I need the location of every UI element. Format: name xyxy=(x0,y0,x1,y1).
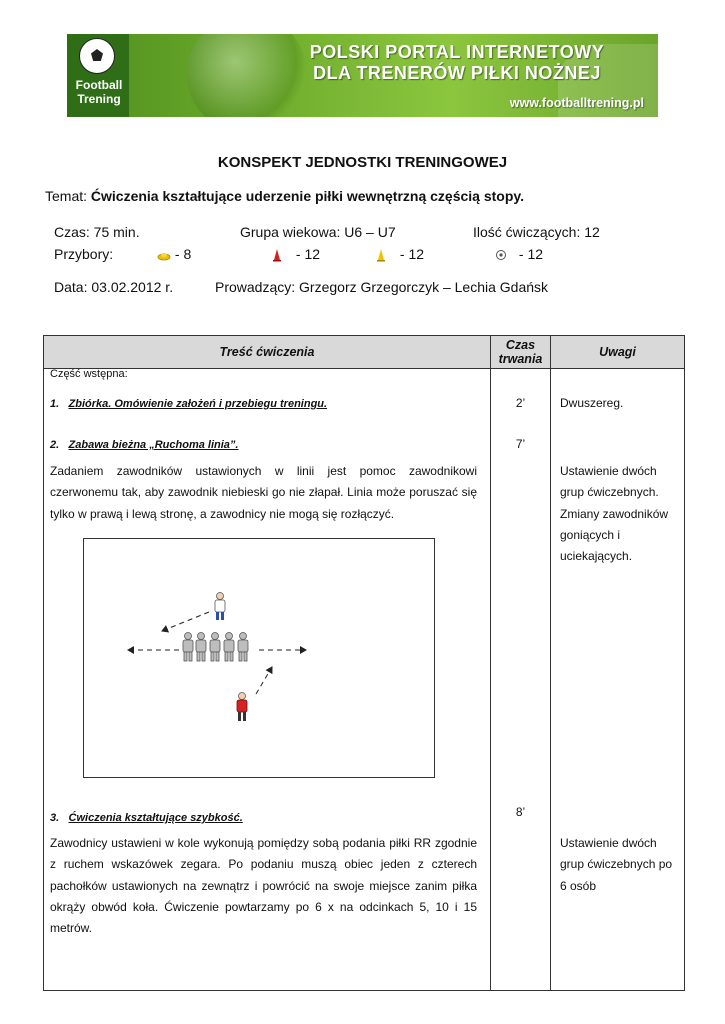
diagram-svg xyxy=(84,539,434,777)
banner-title-line1: POLSKI PORTAL INTERNETOWY xyxy=(309,42,605,62)
table-row xyxy=(50,807,243,829)
player-gray-icon xyxy=(238,633,248,662)
player-gray-icon xyxy=(210,633,220,662)
ball-icon xyxy=(495,249,507,261)
equipment-item-balls xyxy=(495,246,543,262)
red-cone-icon xyxy=(272,248,282,262)
item-notes: Ustawienie dwóch grup ćwiczebnych po 6 osób xyxy=(560,836,673,893)
age-group-info: Grupa wiekowa: U6 – U7 xyxy=(240,224,396,240)
players-count-info: Ilość ćwiczących: 12 xyxy=(473,224,600,240)
equipment-item-markers xyxy=(157,246,191,262)
topic-text: Ćwiczenia kształtujące uderzenie piłki wewnętrzną częścią stopy. xyxy=(90,188,525,204)
item-duration: 2’ xyxy=(515,396,526,410)
section-label: Część wstępna: xyxy=(50,368,128,380)
equipment-item-yellow-cones xyxy=(376,246,424,262)
header-banner xyxy=(67,34,658,117)
item-title: Ćwiczenia kształtujące szybkość. xyxy=(68,812,243,824)
item-number: 2. xyxy=(50,439,60,451)
training-table xyxy=(43,335,685,991)
item-title: Zbiórka. Omówienie założeń i przebiegu treningu. xyxy=(68,398,328,410)
exercise-diagram xyxy=(83,538,435,778)
yellow-cone-icon xyxy=(376,248,386,262)
document-title: KONSPEKT JEDNOSTKI TRENINGOWEJ xyxy=(217,154,508,171)
logo-text-line2: Trening xyxy=(77,92,121,106)
topic-line xyxy=(45,188,524,204)
column-divider xyxy=(550,336,551,990)
item-notes: Ustawienie dwóch grup ćwiczebnych. Zmiany zawodników goniących i uciekających. xyxy=(560,464,669,564)
logo[interactable] xyxy=(67,34,129,117)
equipment-count-red-cones: - 12 xyxy=(295,246,321,262)
banner-title-line2: DLA TRENERÓW PIŁKI NOŻNEJ xyxy=(313,63,601,83)
item-title: Zabawa bieżna „Ruchoma linia”. xyxy=(68,439,239,451)
equipment-count-yellow-cones: - 12 xyxy=(399,246,425,262)
item-duration: 7’ xyxy=(515,437,526,451)
player-gray-icon xyxy=(196,633,206,662)
arrow-chaser xyxy=(162,612,209,631)
table-row xyxy=(50,393,327,415)
logo-text-line1: Football xyxy=(75,78,123,92)
item-description: Zadaniem zawodników ustawionych w linii jest pomoc zawodnikowi czerwonemu tak, aby zawodnik niebieski go nie złapał. Linia może poruszać się tylko w prawą i lewą stronę, a zawodnicy nie mogą się rozłączyć. xyxy=(50,464,477,521)
banner-url-link[interactable]: www.footballtrening.pl xyxy=(509,96,644,110)
header-content: Treść ćwiczenia xyxy=(219,345,315,359)
table-row xyxy=(50,434,238,456)
equipment-item-red-cones xyxy=(272,246,320,262)
item-number: 3. xyxy=(50,812,60,824)
player-gray-icon xyxy=(183,633,193,662)
equipment-count-markers: - 8 xyxy=(174,246,192,262)
arrow-runner xyxy=(256,667,272,694)
topic-label: Temat: xyxy=(45,188,88,204)
player-gray-icon xyxy=(224,633,234,662)
item-description: Zawodnicy ustawieni w kole wykonują pomiędzy sobą podania piłki RR zgodnie z ruchem wskazówek zegara. Po podaniu muszą obiec jeden z czterech pachołków ustawionych na zewnątrz i powrócić na swoje miejsce zanim piłka okrąży obwód koła. Ćwiczenie powtarzamy po 6 x na odcinkach 5, 10 i 15 metrów. xyxy=(50,836,477,936)
item-number: 1. xyxy=(50,398,60,410)
date-info: Data: 03.02.2012 r. xyxy=(54,279,174,295)
coach-info: Prowadzący: Grzegorz Grzegorczyk – Lechia Gdańsk xyxy=(215,279,549,295)
time-info: Czas: 75 min. xyxy=(54,224,140,240)
header-duration: Czas trwania xyxy=(498,338,543,366)
player-blue-icon xyxy=(215,593,225,621)
item-duration: 8’ xyxy=(515,805,526,819)
player-red-icon xyxy=(237,693,247,722)
item-notes: Dwuszereg. xyxy=(560,396,624,410)
equipment-label: Przybory: xyxy=(54,246,114,262)
logo-ball-icon xyxy=(79,38,115,74)
equipment-count-balls: - 12 xyxy=(518,246,544,262)
flat-marker-icon xyxy=(157,249,171,261)
line-players xyxy=(183,633,248,662)
header-notes: Uwagi xyxy=(599,345,636,359)
